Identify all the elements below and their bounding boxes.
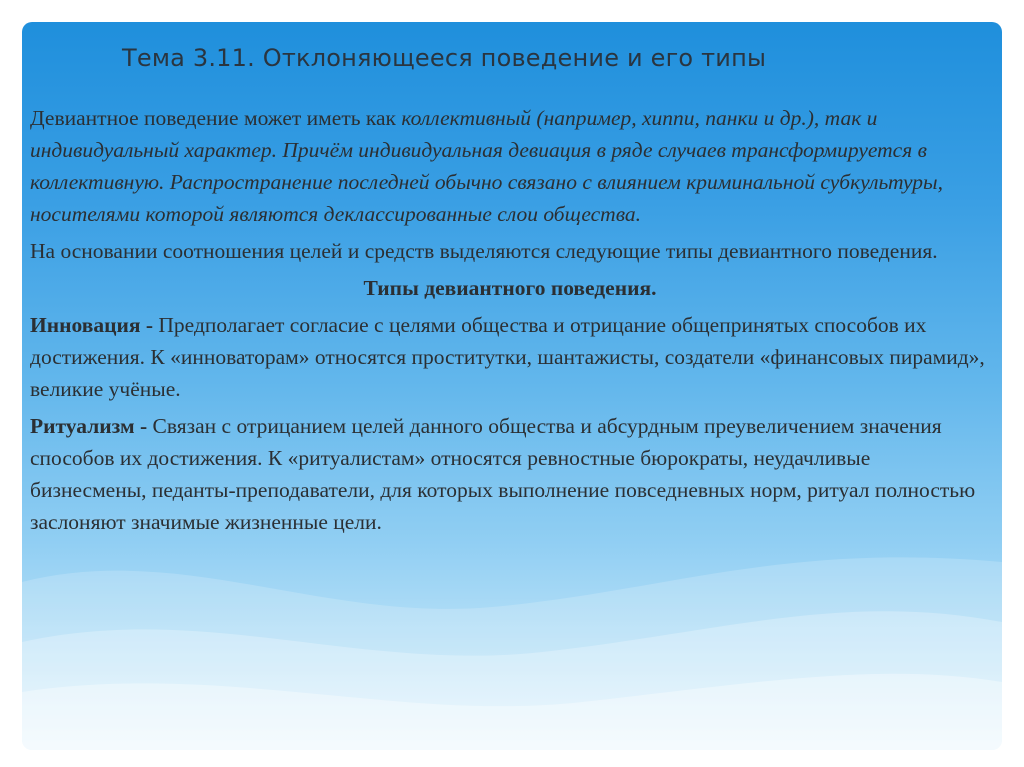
- slide-title: Тема 3.11. Отклоняющееся поведение и его типы: [122, 44, 767, 72]
- paragraph-lead: Девиантное поведение может иметь как: [30, 106, 402, 130]
- ritualism-text: Связан с отрицанием целей данного общества и абсурдным преувеличением значения способов их достижения. К «ритуалистам» относятся ревностные бюрократы, неудачливые бизнесмены, педанты-преподаватели, для которых выполнение повседневных норм, ритуал полностью заслоняют значимые жизненные цели.: [30, 414, 976, 534]
- types-heading: Типы девиантного поведения.: [363, 276, 657, 300]
- paragraph-italic: коллективный (например, хиппи, панки и др.), так и индивидуальный характер. Причём индивидуальная девиация в ряде случаев трансформируется в коллективную. Распространение последней обычно связано с влиянием криминальной субкультуры, носителями которой являются деклассированные слои общества.: [30, 106, 943, 226]
- paragraph-ritualism: [30, 410, 990, 538]
- innovation-text: Предполагает согласие с целями общества и отрицание общепринятых способов их достижения. К «инноваторам» относятся проститутки, шантажисты, создатели «финансовых пирамид», великие учёные.: [30, 313, 985, 401]
- paragraph-classification: На основании соотношения целей и средств выделяются следующие типы девиантного поведения.: [30, 239, 938, 263]
- innovation-term: Инновация -: [30, 313, 159, 337]
- slide-body: [30, 102, 990, 543]
- paragraph-deviant-behavior: [30, 102, 990, 230]
- ritualism-term: Ритуализм -: [30, 414, 153, 438]
- slide: [22, 22, 1002, 750]
- paragraph-innovation: [30, 309, 990, 405]
